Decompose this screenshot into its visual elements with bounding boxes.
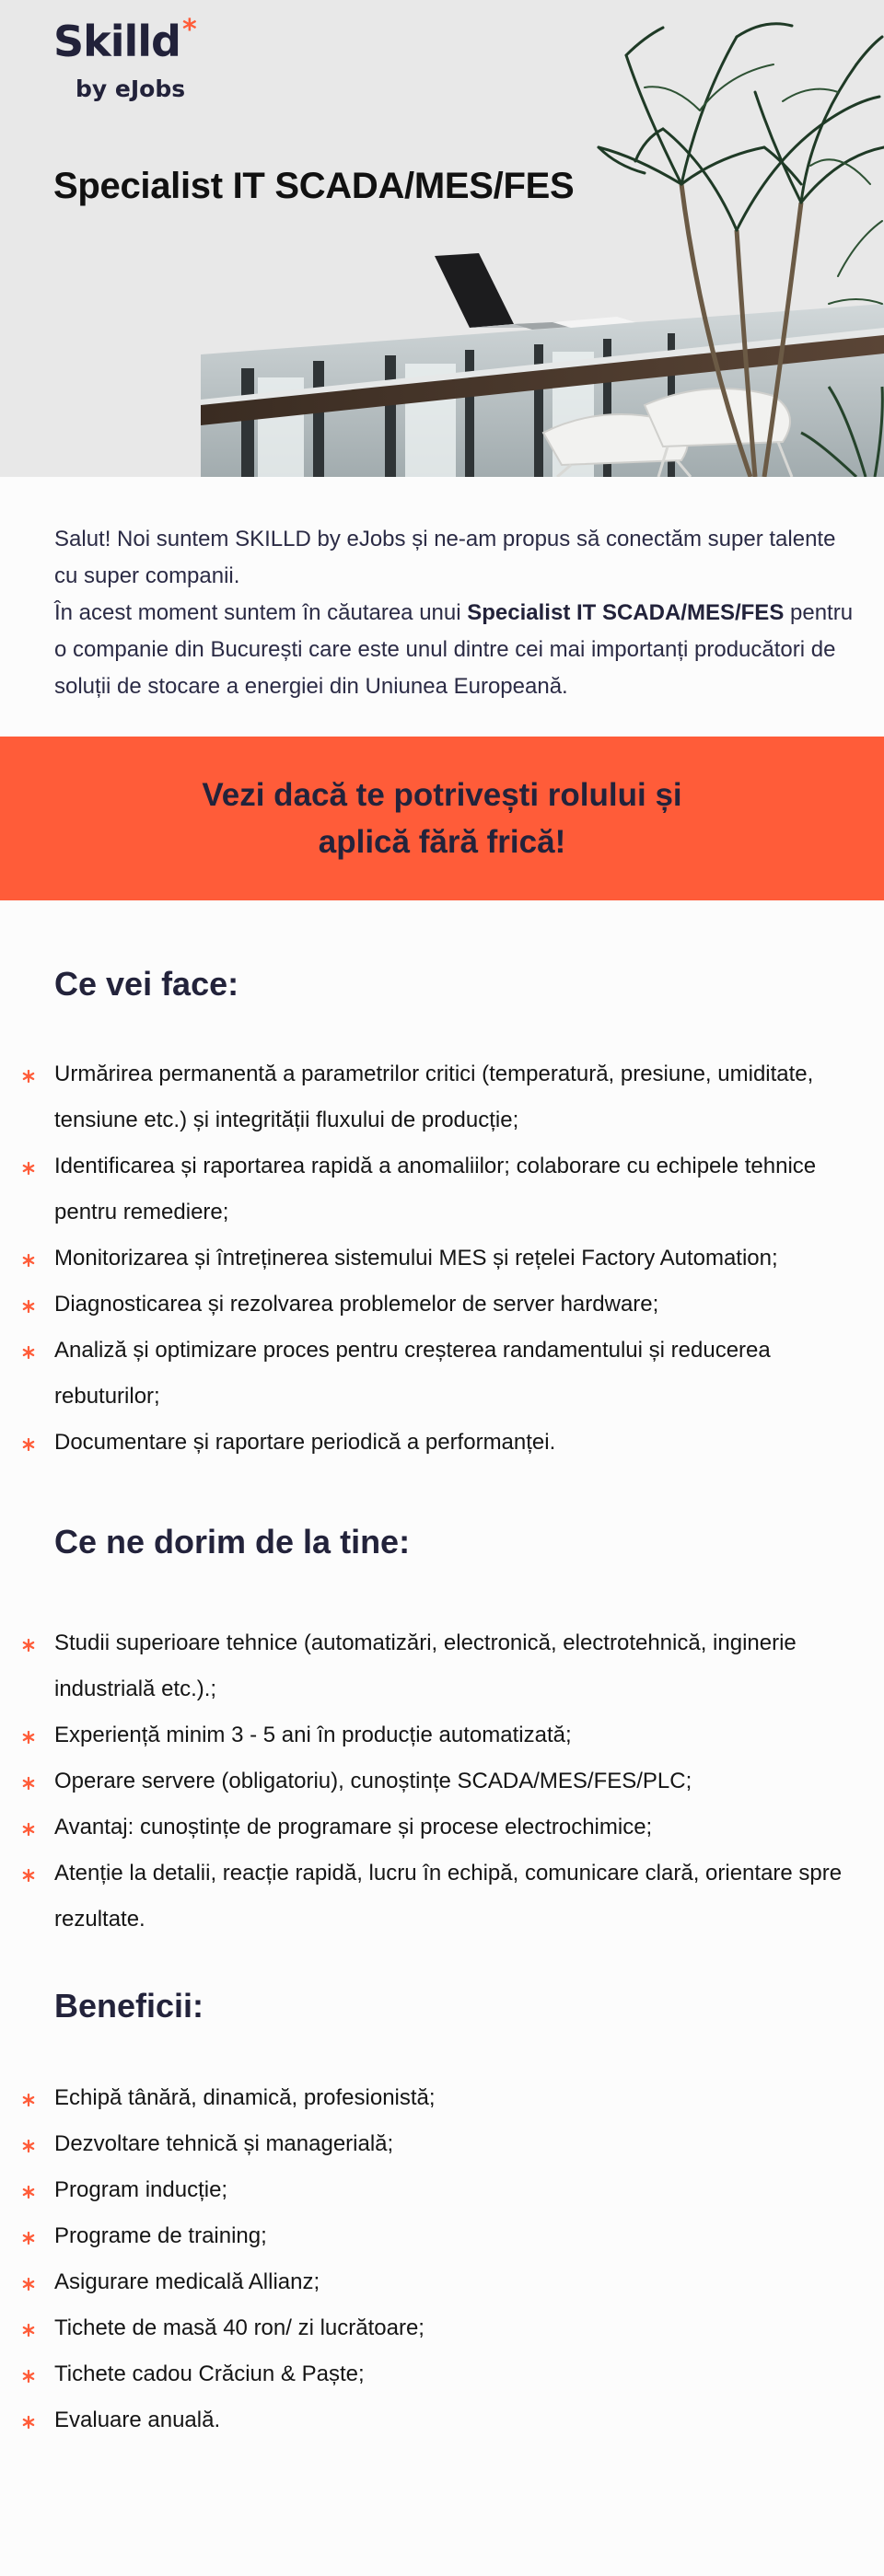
list-item-text: Programe de training; <box>54 2223 267 2248</box>
asterisk-bullet-icon <box>22 1300 35 1313</box>
list-item-text: Studii superioare tehnice (automatizări, electronică, electrotehnică, inginerie industrială etc.).; <box>54 1630 797 1701</box>
job-title: Specialist IT SCADA/MES/FES <box>53 166 575 206</box>
list-item-text: Diagnosticarea și rezolvarea problemelor de server hardware; <box>54 1292 659 1317</box>
logo-subtitle: by eJobs <box>76 75 186 102</box>
list-item-text: Tichete de masă 40 ron/ zi lucrătoare; <box>54 2315 425 2340</box>
asterisk-bullet-icon <box>22 1070 35 1083</box>
asterisk-bullet-icon <box>22 1639 35 1652</box>
list-item <box>0 1851 884 1943</box>
cta-text: Vezi dacă te potrivești rolului și aplică fără frică! <box>202 777 682 860</box>
list-item <box>0 1236 884 1282</box>
intro-description-start: În acest moment suntem în căutarea unui <box>54 600 468 625</box>
list-item <box>0 1282 884 1328</box>
intro-role-highlight: Specialist IT SCADA/MES/FES <box>467 600 785 625</box>
section-title-responsibilities: Ce vei face: <box>54 965 239 1003</box>
list-item-text: Dezvoltare tehnică și managerială; <box>54 2131 394 2156</box>
asterisk-bullet-icon <box>22 2370 35 2383</box>
list-item <box>0 2075 884 2121</box>
list-item-text: Documentare și raportare periodică a performanței. <box>54 1430 556 1455</box>
asterisk-bullet-icon <box>22 1777 35 1790</box>
list-item-text: Asigurare medicală Allianz; <box>54 2269 320 2294</box>
list-item-text: Urmărirea permanentă a parametrilor critici (temperatură, presiune, umiditate, tensiune etc.) și integrității fluxului de producție; <box>54 1062 814 1132</box>
list-item <box>0 1420 884 1466</box>
list-item <box>0 2121 884 2167</box>
list-item <box>0 1620 884 1712</box>
asterisk-bullet-icon <box>22 2232 35 2245</box>
list-item <box>0 2167 884 2213</box>
asterisk-bullet-icon <box>22 1731 35 1744</box>
section-title-requirements: Ce ne dorim de la tine: <box>54 1523 411 1561</box>
responsibilities-list <box>0 1051 884 1466</box>
benefits-list <box>0 2075 884 2443</box>
list-item <box>0 1051 884 1143</box>
list-item <box>0 1804 884 1851</box>
section-title-benefits: Beneficii: <box>54 1987 204 2025</box>
list-item <box>0 2305 884 2351</box>
intro-greeting: Salut! Noi suntem SKILLD by eJobs și ne-am propus să conectăm super talente cu super companii. <box>54 527 836 588</box>
asterisk-bullet-icon <box>22 1346 35 1359</box>
list-item-text: Analiză și optimizare proces pentru creșterea randamentului și reducerea rebuturilor; <box>54 1338 771 1409</box>
list-item-text: Tichete cadou Crăciun & Paște; <box>54 2361 365 2386</box>
asterisk-bullet-icon <box>22 2324 35 2337</box>
list-item <box>0 1712 884 1758</box>
hero-banner <box>0 0 884 477</box>
asterisk-bullet-icon <box>22 1162 35 1175</box>
cta-banner <box>0 737 884 900</box>
list-item-text: Atenție la detalii, reacție rapidă, lucru în echipă, comunicare clară, orientare spre rezultate. <box>54 1861 843 1932</box>
requirements-list <box>0 1620 884 1943</box>
list-item-text: Experiență minim 3 - 5 ani în producție automatizată; <box>54 1723 572 1747</box>
logo-text: Skilld <box>53 17 180 66</box>
asterisk-bullet-icon <box>22 2186 35 2199</box>
intro-description-end: pentru o companie din București care este unul dintre cei mai importanți producători de soluții de stocare a energiei din Uniunea Europeană. <box>54 600 854 699</box>
asterisk-bullet-icon <box>22 1869 35 1882</box>
list-item-text: Identificarea și raportarea rapidă a anomaliilor; colaborare cu echipele tehnice pentru remediere; <box>54 1154 817 1224</box>
asterisk-bullet-icon <box>22 1438 35 1451</box>
list-item <box>0 2213 884 2259</box>
list-item <box>0 2351 884 2397</box>
list-item <box>0 2259 884 2305</box>
skilld-logo[interactable] <box>53 14 196 102</box>
logo-wordmark <box>53 14 196 66</box>
list-item-text: Avantaj: cunoștințe de programare și procese electrochimice; <box>54 1815 653 1839</box>
list-item-text: Program inducție; <box>54 2177 228 2202</box>
list-item <box>0 1758 884 1804</box>
list-item <box>0 1143 884 1236</box>
intro-text <box>54 521 861 705</box>
asterisk-bullet-icon <box>22 1254 35 1267</box>
asterisk-bullet-icon <box>22 2140 35 2152</box>
asterisk-bullet-icon <box>22 2416 35 2429</box>
intro-description <box>54 595 861 705</box>
list-item <box>0 1328 884 1420</box>
asterisk-bullet-icon <box>22 1823 35 1836</box>
logo-asterisk-icon: * <box>181 14 196 46</box>
list-item-text: Operare servere (obligatoriu), cunoștințe SCADA/MES/FES/PLC; <box>54 1769 692 1793</box>
list-item-text: Monitorizarea și întreținerea sistemului MES și rețelei Factory Automation; <box>54 1246 778 1271</box>
asterisk-bullet-icon <box>22 2094 35 2106</box>
list-item-text: Evaluare anuală. <box>54 2408 221 2432</box>
list-item <box>0 2397 884 2443</box>
asterisk-bullet-icon <box>22 2278 35 2291</box>
list-item-text: Echipă tânără, dinamică, profesionistă; <box>54 2085 436 2110</box>
